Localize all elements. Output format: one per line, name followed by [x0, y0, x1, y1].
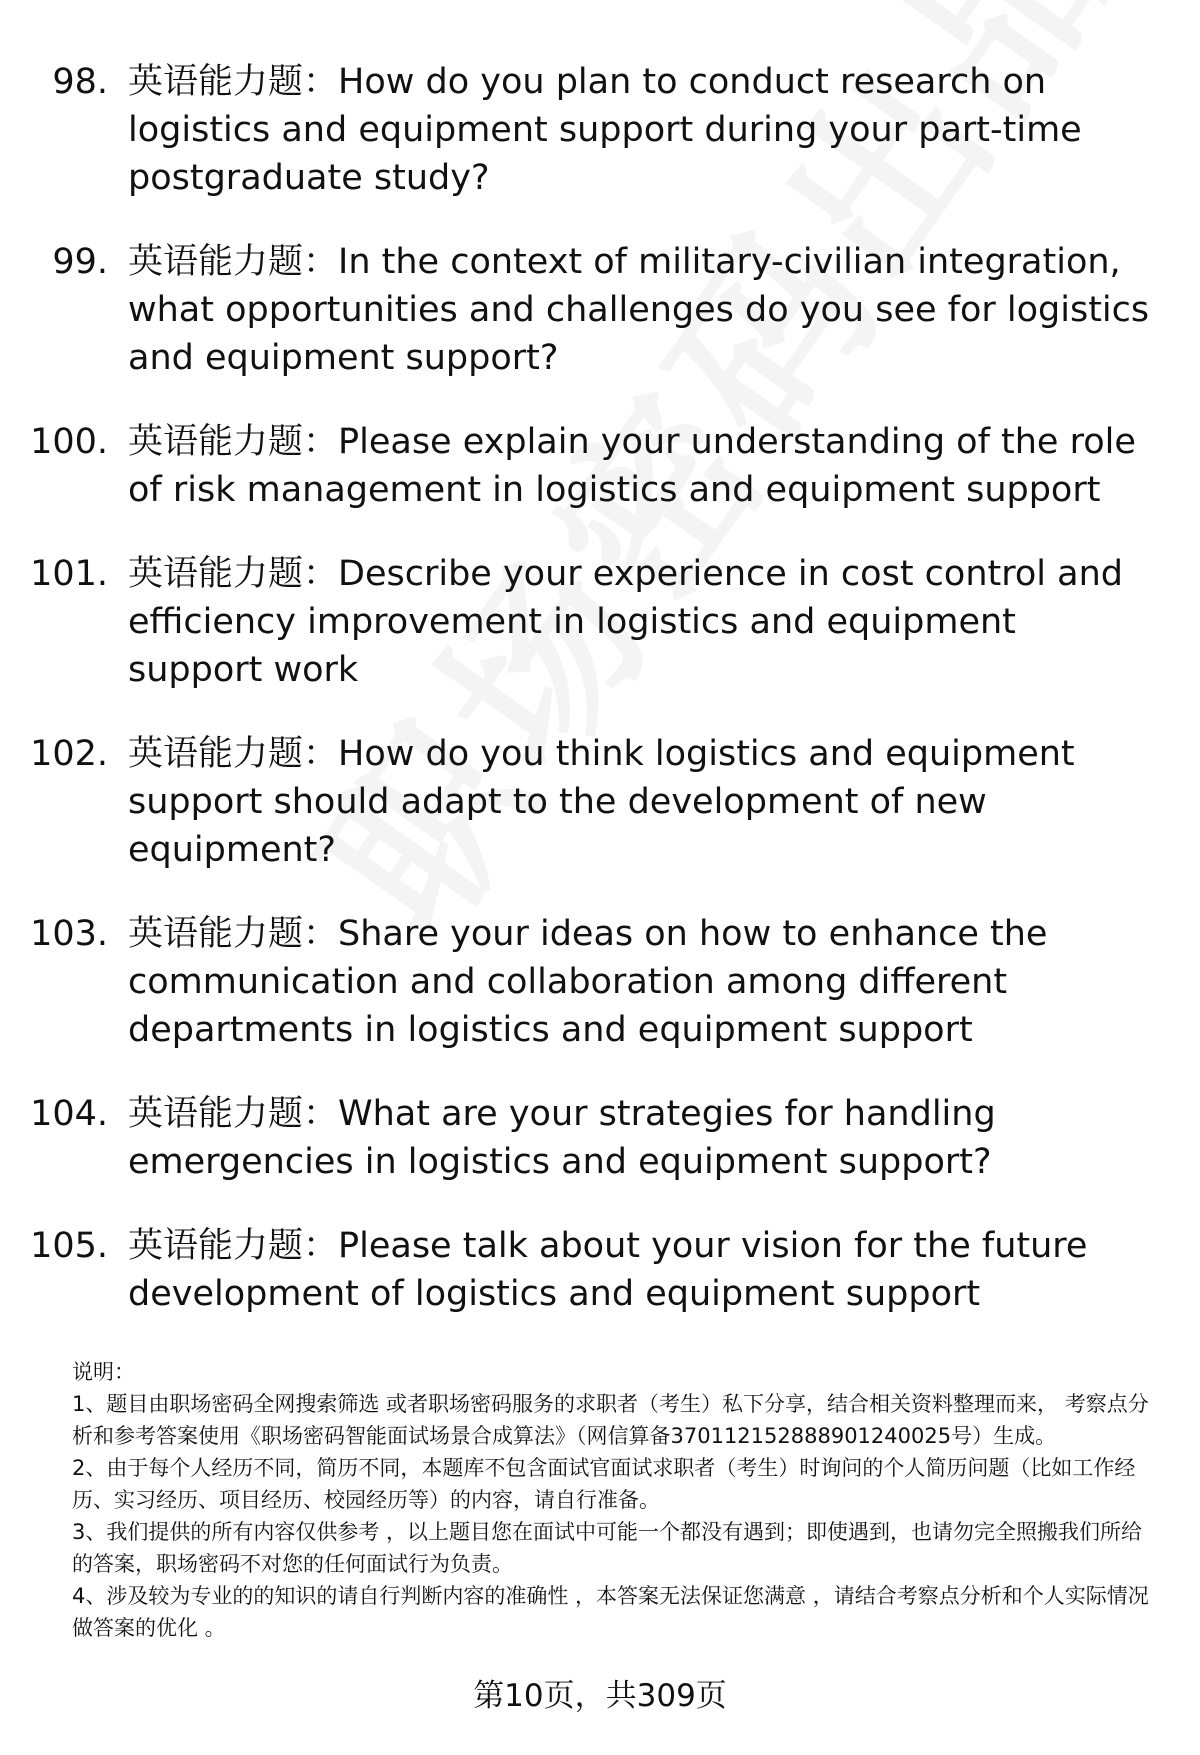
question-text: In the context of military-civilian integration, what opportunities and challenges do you see for logistics and equipment support? — [128, 242, 1150, 378]
question-number: 105. — [30, 1226, 108, 1266]
question-category: 英语能力题： — [128, 1226, 339, 1266]
question-number: 98. — [52, 62, 108, 102]
question-list — [0, 58, 1200, 1354]
note-item: 3、我们提供的所有内容仅供参考 ，以上题目您在面试中可能一个都没有遇到；即使遇到，也请勿完全照搬我们所给的答案，职场密码不对您的任何面试行为负责。 — [72, 1520, 1143, 1576]
question-category: 英语能力题： — [128, 242, 339, 282]
question-category: 英语能力题： — [128, 1094, 339, 1134]
question-number: 103. — [30, 914, 108, 954]
question-category: 英语能力题： — [128, 734, 339, 774]
question-item — [0, 730, 1200, 874]
question-text: How do you think logistics and equipment support should adapt to the development of new equipment? — [128, 734, 1075, 870]
question-text: Share your ideas on how to enhance the communication and collaboration among different departments in logistics and equipment support — [128, 914, 1048, 1050]
question-number: 104. — [30, 1094, 108, 1134]
question-item — [0, 1090, 1200, 1186]
question-item — [0, 550, 1200, 694]
disclaimer-notes — [72, 1356, 1152, 1644]
note-item: 4、涉及较为专业的的知识的请自行判断内容的准确性 ，本答案无法保证您满意 ，请结合考察点分析和个人实际情况做答案的优化 。 — [72, 1584, 1149, 1640]
page-number: 第10页，共309页 — [473, 1678, 727, 1714]
question-item — [0, 1222, 1200, 1318]
question-category: 英语能力题： — [128, 914, 339, 954]
question-category: 英语能力题： — [128, 554, 339, 594]
question-text: Please talk about your vision for the future development of logistics and equipment support — [128, 1226, 1088, 1314]
note-item: 1、题目由职场密码全网搜索筛选 或者职场密码服务的求职者（考生）私下分享，结合相关资料整理而来， 考察点分析和参考答案使用《职场密码智能面试场景合成算法》（网信算备370112152888901240025号）生成。 — [72, 1392, 1149, 1448]
question-category: 英语能力题： — [128, 62, 339, 102]
question-number: 99. — [52, 242, 108, 282]
note-item: 2、由于每个人经历不同，简历不同，本题库不包含面试官面试求职者（考生）时询问的个人简历问题（比如工作经历、实习经历、项目经历、校园经历等）的内容，请自行准备。 — [72, 1456, 1136, 1512]
question-number: 101. — [30, 554, 108, 594]
question-item — [0, 58, 1200, 202]
question-number: 100. — [30, 422, 108, 462]
question-text: Please explain your understanding of the role of risk management in logistics and equipment support — [128, 422, 1136, 510]
question-category: 英语能力题： — [128, 422, 339, 462]
question-text: Describe your experience in cost control and efficiency improvement in logistics and equipment support work — [128, 554, 1123, 690]
question-item — [0, 238, 1200, 382]
question-item — [0, 910, 1200, 1054]
question-text: How do you plan to conduct research on logistics and equipment support during your part-time postgraduate study? — [128, 62, 1082, 198]
question-number: 102. — [30, 734, 108, 774]
notes-heading: 说明： — [72, 1360, 135, 1384]
question-text: What are your strategies for handling emergencies in logistics and equipment support? — [128, 1094, 996, 1182]
question-item — [0, 418, 1200, 514]
